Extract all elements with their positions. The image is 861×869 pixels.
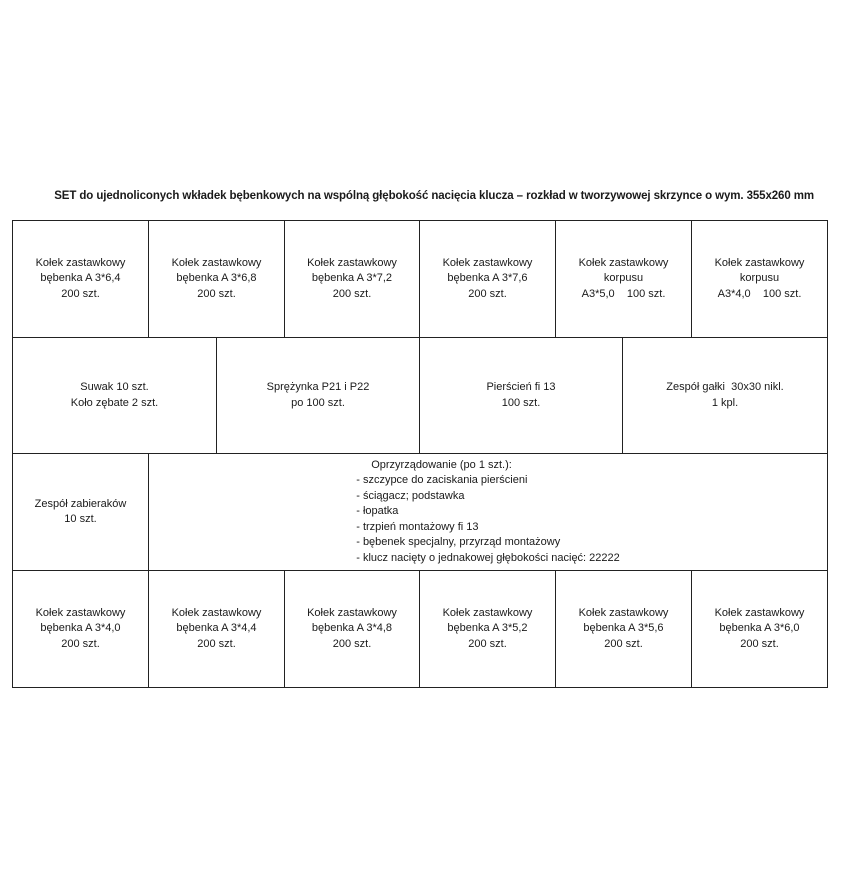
cell-line: 200 szt.	[468, 637, 507, 650]
cell-kolek-bebenka-6-8	[148, 220, 285, 338]
cell-kolek-bebenka-7-6	[419, 220, 556, 338]
cell-line: bębenka A 3*4,4	[176, 622, 257, 635]
tools-item: - bębenek specjalny, przyrząd montażowy	[356, 536, 561, 549]
cell-line: bębenka A 3*5,6	[583, 622, 664, 635]
cell-line: 200 szt.	[61, 637, 100, 650]
cell-line: bębenka A 3*4,8	[311, 622, 393, 635]
tools-item: - łopatka	[356, 505, 399, 518]
cell-line: bębenka A 3*6,4	[40, 272, 121, 285]
cell-line: Koło zębate 2 szt.	[70, 396, 159, 409]
cell-kolek-bebenka-7-2	[284, 220, 420, 338]
cell-line: 1 kpl.	[711, 396, 739, 409]
cell-kolek-bebenka-4-8	[284, 570, 420, 688]
cell-line: Kołek zastawkowy	[171, 606, 262, 619]
cell-kolek-bebenka-5-2	[419, 570, 556, 688]
cell-kolek-bebenka-5-6	[555, 570, 692, 688]
cell-suwak-kolo-zebate	[12, 337, 217, 454]
cell-line: 200 szt.	[197, 637, 236, 650]
cell-line: Kołek zastawkowy	[442, 606, 533, 619]
cell-line: 200 szt.	[61, 287, 100, 300]
cell-line: Sprężynka P21 i P22	[266, 381, 370, 393]
cell-line: korpusu	[739, 272, 780, 285]
cell-kolek-bebenka-6-4	[12, 220, 149, 338]
cell-line: 200 szt.	[332, 287, 372, 300]
cell-line: Kołek zastawkowy	[35, 606, 126, 619]
cell-line: 200 szt.	[740, 637, 779, 650]
tools-item: - ściągacz; podstawka	[356, 489, 465, 502]
cell-line: 200 szt.	[332, 637, 372, 650]
cell-line: 200 szt.	[197, 287, 236, 300]
cell-line: bębenka A 3*7,2	[311, 272, 393, 285]
cell-line: Pierścień fi 13	[486, 381, 556, 393]
cell-zespol-zabierakow	[12, 453, 149, 571]
tools-heading: Oprzyrządowanie (po 1 szt.):	[371, 458, 512, 471]
cell-line: bębenka A 3*4,0	[40, 622, 121, 635]
cell-line: korpusu	[603, 272, 644, 285]
cell-line: 200 szt.	[468, 287, 507, 300]
cell-line: Suwak 10 szt.	[80, 381, 149, 393]
cell-kolek-korpusu-5-0	[555, 220, 692, 338]
cell-kolek-bebenka-4-0	[12, 570, 149, 688]
cell-line: Kołek zastawkowy	[307, 606, 397, 619]
cell-line: Kołek zastawkowy	[578, 606, 669, 619]
cell-line: A3*5,0 100 szt.	[581, 287, 666, 300]
tools-item: - klucz nacięty o jednakowej głębokości nacięć: 22222	[356, 551, 620, 564]
cell-oprzyrzadowanie	[148, 453, 828, 571]
cell-line: Zespół zabieraków	[34, 497, 127, 510]
cell-line: A3*4,0 100 szt.	[717, 287, 802, 300]
cell-sprezynka	[216, 337, 420, 454]
cell-line: Kołek zastawkowy	[442, 256, 533, 269]
cell-line: bębenka A 3*7,6	[447, 272, 528, 285]
cell-line: Zespół gałki 30x30 nikl.	[666, 381, 784, 393]
cell-line: Kołek zastawkowy	[714, 256, 805, 269]
cell-kolek-bebenka-6-0	[691, 570, 828, 688]
cell-pierscien	[419, 337, 623, 454]
cell-line: Kołek zastawkowy	[714, 606, 805, 619]
tools-item: - trzpień montażowy fi 13	[356, 520, 479, 533]
cell-line: Kołek zastawkowy	[307, 256, 397, 269]
cell-line: 100 szt.	[501, 396, 541, 409]
cell-line: bębenka A 3*5,2	[447, 622, 528, 635]
cell-line: Kołek zastawkowy	[171, 256, 262, 269]
cell-line: 10 szt.	[64, 513, 97, 525]
cell-kolek-korpusu-4-0	[691, 220, 828, 338]
document-title: SET do ujednoliconych wkładek bębenkowych na wspólną głębokość nacięcia klucza – rozkład w tworzywowej skrzynce o wym. 355x260 mm	[54, 190, 814, 202]
cell-line: 200 szt.	[604, 637, 643, 650]
tools-item: - szczypce do zaciskania pierścieni	[356, 474, 528, 487]
cell-line: Kołek zastawkowy	[578, 256, 669, 269]
cell-zespol-galki	[622, 337, 828, 454]
cell-line: po 100 szt.	[291, 396, 345, 409]
tools-list	[356, 458, 620, 567]
cell-line: bębenka A 3*6,0	[719, 622, 800, 635]
cell-line: Kołek zastawkowy	[35, 256, 126, 269]
cell-kolek-bebenka-4-4	[148, 570, 285, 688]
cell-line: bębenka A 3*6,8	[176, 272, 257, 285]
